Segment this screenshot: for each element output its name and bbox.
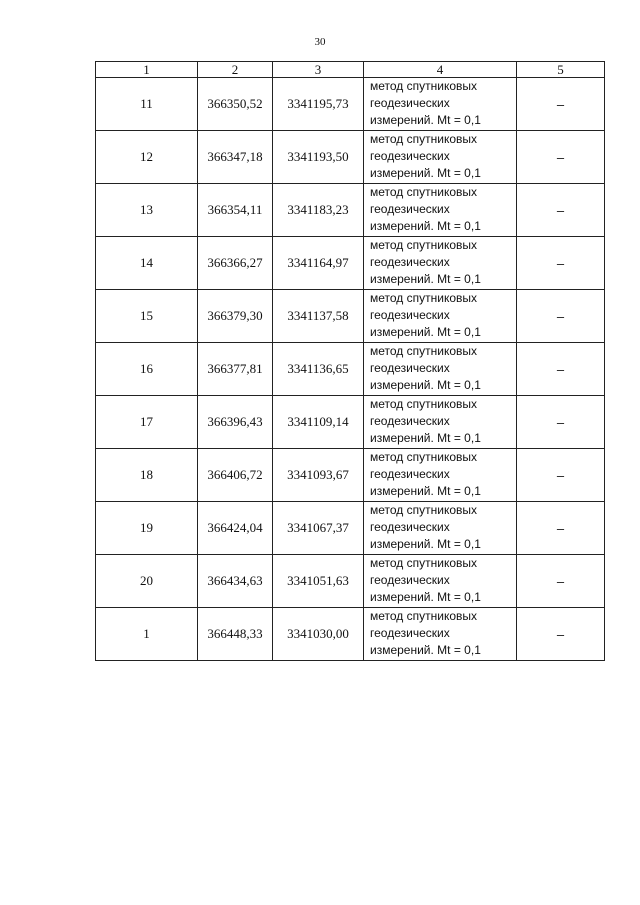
point-number-cell: 12 [96, 131, 198, 184]
note-cell: – [517, 396, 605, 449]
header-col-3: 3 [273, 62, 364, 78]
point-number-cell: 14 [96, 237, 198, 290]
y-coordinate-cell: 3341030,00 [273, 608, 364, 661]
x-coordinate-cell: 366377,81 [198, 343, 273, 396]
method-cell [364, 290, 517, 343]
method-line: измерений. Mt = 0,1 [370, 590, 481, 604]
method-line: геодезических [370, 520, 450, 534]
x-coordinate-cell: 366379,30 [198, 290, 273, 343]
method-line: метод спутниковых [370, 503, 478, 517]
x-coordinate-cell: 366396,43 [198, 396, 273, 449]
method-line: метод спутниковых [370, 185, 478, 199]
y-coordinate-cell: 3341109,14 [273, 396, 364, 449]
x-coordinate-cell: 366434,63 [198, 555, 273, 608]
method-line: метод спутниковых [370, 291, 478, 305]
x-coordinate-cell: 366424,04 [198, 502, 273, 555]
point-number-cell: 17 [96, 396, 198, 449]
method-line: геодезических [370, 467, 450, 481]
method-line: метод спутниковых [370, 397, 478, 411]
y-coordinate-cell: 3341136,65 [273, 343, 364, 396]
method-line: геодезических [370, 96, 450, 110]
method-cell [364, 502, 517, 555]
method-line: измерений. Mt = 0,1 [370, 537, 481, 551]
method-line: метод спутниковых [370, 556, 478, 570]
method-line: измерений. Mt = 0,1 [370, 325, 481, 339]
method-line: метод спутниковых [370, 450, 478, 464]
table-row [96, 184, 605, 237]
table-row [96, 290, 605, 343]
y-coordinate-cell: 3341193,50 [273, 131, 364, 184]
table-header-row [96, 62, 605, 78]
table-row [96, 78, 605, 131]
page-number: 30 [314, 36, 326, 48]
table-row [96, 396, 605, 449]
y-coordinate-cell: 3341183,23 [273, 184, 364, 237]
method-cell [364, 131, 517, 184]
note-cell: – [517, 555, 605, 608]
note-cell: – [517, 184, 605, 237]
point-number-cell: 11 [96, 78, 198, 131]
method-cell [364, 396, 517, 449]
table-row [96, 555, 605, 608]
note-cell: – [517, 502, 605, 555]
method-line: измерений. Mt = 0,1 [370, 219, 481, 233]
method-line: геодезических [370, 255, 450, 269]
method-cell [364, 237, 517, 290]
y-coordinate-cell: 3341093,67 [273, 449, 364, 502]
table-row [96, 449, 605, 502]
note-cell: – [517, 78, 605, 131]
x-coordinate-cell: 366350,52 [198, 78, 273, 131]
method-cell [364, 343, 517, 396]
method-line: геодезических [370, 149, 450, 163]
method-line: измерений. Mt = 0,1 [370, 113, 481, 127]
x-coordinate-cell: 366354,11 [198, 184, 273, 237]
point-number-cell: 20 [96, 555, 198, 608]
point-number-cell: 15 [96, 290, 198, 343]
method-line: измерений. Mt = 0,1 [370, 431, 481, 445]
method-line: геодезических [370, 626, 450, 640]
y-coordinate-cell: 3341067,37 [273, 502, 364, 555]
point-number-cell: 19 [96, 502, 198, 555]
method-line: измерений. Mt = 0,1 [370, 272, 481, 286]
table-row [96, 502, 605, 555]
method-line: измерений. Mt = 0,1 [370, 484, 481, 498]
note-cell: – [517, 343, 605, 396]
header-col-1: 1 [96, 62, 198, 78]
point-number-cell: 16 [96, 343, 198, 396]
method-line: метод спутниковых [370, 79, 478, 93]
method-line: метод спутниковых [370, 132, 478, 146]
method-cell [364, 555, 517, 608]
method-line: геодезических [370, 414, 450, 428]
method-line: измерений. Mt = 0,1 [370, 643, 481, 657]
point-number-cell: 1 [96, 608, 198, 661]
y-coordinate-cell: 3341195,73 [273, 78, 364, 131]
method-line: метод спутниковых [370, 609, 478, 623]
y-coordinate-cell: 3341137,58 [273, 290, 364, 343]
coordinates-table [95, 61, 605, 661]
note-cell: – [517, 449, 605, 502]
method-line: геодезических [370, 202, 450, 216]
x-coordinate-cell: 366347,18 [198, 131, 273, 184]
method-line: геодезических [370, 573, 450, 587]
method-line: метод спутниковых [370, 344, 478, 358]
x-coordinate-cell: 366366,27 [198, 237, 273, 290]
method-line: измерений. Mt = 0,1 [370, 166, 481, 180]
note-cell: – [517, 131, 605, 184]
x-coordinate-cell: 366448,33 [198, 608, 273, 661]
table-row [96, 131, 605, 184]
table-row [96, 237, 605, 290]
note-cell: – [517, 290, 605, 343]
point-number-cell: 13 [96, 184, 198, 237]
method-cell [364, 184, 517, 237]
note-cell: – [517, 237, 605, 290]
method-cell [364, 449, 517, 502]
point-number-cell: 18 [96, 449, 198, 502]
table-row [96, 608, 605, 661]
method-cell [364, 78, 517, 131]
header-col-2: 2 [198, 62, 273, 78]
method-line: геодезических [370, 361, 450, 375]
method-line: геодезических [370, 308, 450, 322]
table-body [96, 78, 605, 661]
y-coordinate-cell: 3341164,97 [273, 237, 364, 290]
method-cell [364, 608, 517, 661]
y-coordinate-cell: 3341051,63 [273, 555, 364, 608]
x-coordinate-cell: 366406,72 [198, 449, 273, 502]
header-col-5: 5 [517, 62, 605, 78]
method-line: измерений. Mt = 0,1 [370, 378, 481, 392]
method-line: метод спутниковых [370, 238, 478, 252]
table-row [96, 343, 605, 396]
header-col-4: 4 [364, 62, 517, 78]
note-cell: – [517, 608, 605, 661]
